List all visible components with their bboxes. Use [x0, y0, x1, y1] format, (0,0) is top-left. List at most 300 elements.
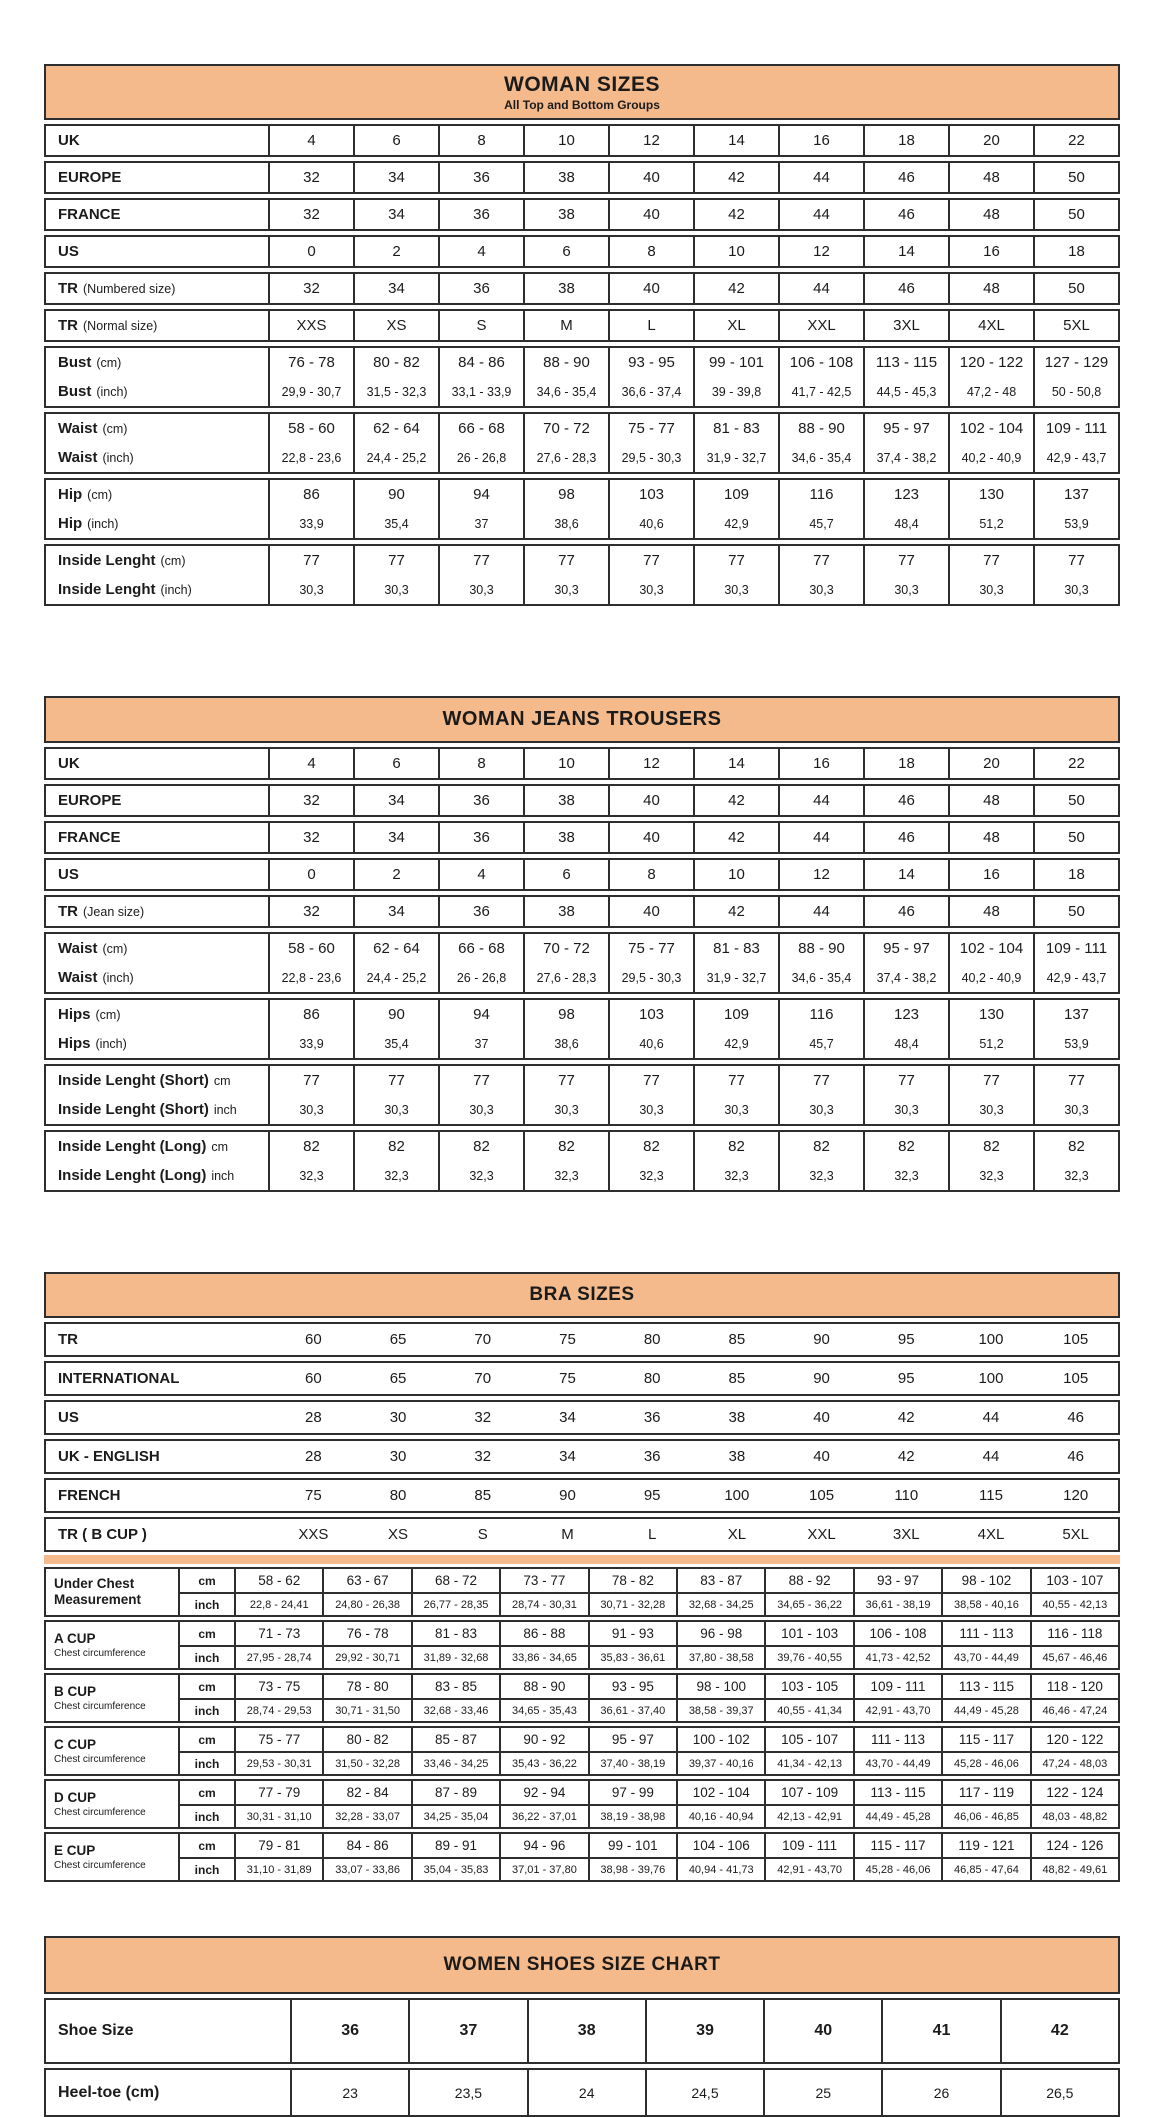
cell: 42: [693, 897, 778, 926]
cell: 30,3: [523, 1095, 608, 1124]
cup-label: [46, 1834, 178, 1880]
cup-label-text: E CUP: [54, 1843, 96, 1859]
cell: 32,68 - 33,46: [411, 1700, 499, 1721]
cell: 22: [1033, 749, 1118, 778]
cup-group: [44, 1567, 1120, 1617]
cup-row: [178, 1751, 1118, 1774]
cell: 41: [881, 2000, 999, 2062]
cell: 81 - 83: [693, 414, 778, 443]
cell: 30,3: [438, 1095, 523, 1124]
cell: 82 - 84: [322, 1781, 410, 1804]
cell: 45,67 - 46,46: [1030, 1647, 1118, 1668]
cell: 30,3: [1033, 575, 1118, 604]
row-group: [44, 1130, 1120, 1192]
orange-divider: [44, 1555, 1120, 1564]
cell: 44: [778, 200, 863, 229]
cell: 38: [728, 1409, 746, 1426]
cell: 40,2 - 40,9: [948, 443, 1033, 472]
cell: 30,3: [438, 575, 523, 604]
cell: 117 - 119: [941, 1781, 1029, 1804]
cup-label: [46, 1728, 178, 1774]
cup-row: [178, 1698, 1118, 1721]
cell: 85: [474, 1487, 492, 1504]
cell: 32: [268, 786, 353, 815]
cell: 80: [643, 1370, 661, 1387]
cup-rows: [178, 1569, 1118, 1615]
row-label-text: UK: [58, 755, 80, 772]
cell: 2: [353, 860, 438, 889]
cell: 14: [863, 860, 948, 889]
cell: 22,8 - 23,6: [268, 443, 353, 472]
cell: 5XL: [1062, 1526, 1090, 1543]
row-label: [46, 823, 268, 852]
cell: 16: [948, 860, 1033, 889]
cell: 75 - 77: [234, 1728, 322, 1751]
cell: 50: [1033, 163, 1118, 192]
cell: M: [523, 311, 608, 340]
cell: 77: [268, 546, 353, 575]
unit-label: cm: [178, 1569, 234, 1592]
bra-size-bands: [44, 1322, 1120, 1552]
cell: 32,3: [608, 1161, 693, 1190]
cell: 104 - 106: [676, 1834, 764, 1857]
row-label: [46, 414, 268, 443]
cell: 46: [863, 200, 948, 229]
cell: 30,3: [778, 1095, 863, 1124]
row-label-text: Waist: [58, 940, 98, 957]
cell: 113 - 115: [941, 1675, 1029, 1698]
cell: 33,46 - 34,25: [411, 1753, 499, 1774]
cell: 34: [353, 897, 438, 926]
row-group: [44, 1322, 1120, 1357]
cell: XL: [693, 311, 778, 340]
cell: 120 - 122: [948, 348, 1033, 377]
cell: 8: [608, 237, 693, 266]
cell: 40,16 - 40,94: [676, 1806, 764, 1827]
cell: 10: [693, 237, 778, 266]
woman-jeans-table: [44, 696, 1120, 1192]
cell: 82: [268, 1132, 353, 1161]
cell: 81 - 83: [411, 1622, 499, 1645]
cell: 81 - 83: [693, 934, 778, 963]
cell: 26,77 - 28,35: [411, 1594, 499, 1615]
row-label-text: Waist: [58, 420, 98, 437]
cup-row: [178, 1781, 1118, 1804]
row-label: [46, 311, 268, 340]
cell: 27,6 - 28,3: [523, 443, 608, 472]
cell: 34,6 - 35,4: [778, 963, 863, 992]
cell: 12: [778, 237, 863, 266]
cell: 32: [474, 1409, 492, 1426]
cup-row: [178, 1622, 1118, 1645]
cell: 90: [813, 1331, 830, 1348]
row-label: [46, 1095, 268, 1124]
table-row: [46, 823, 1118, 852]
table-row: [46, 509, 1118, 538]
cell: 78 - 82: [588, 1569, 676, 1592]
cup-sublabel-text: Chest circumference: [54, 1806, 146, 1818]
cell: 42: [693, 200, 778, 229]
cell: 34: [353, 786, 438, 815]
cell: 37: [438, 509, 523, 538]
unit-label: cm: [178, 1728, 234, 1751]
cell: 50: [1033, 823, 1118, 852]
cell: 75 - 77: [608, 414, 693, 443]
cell: 32: [268, 274, 353, 303]
cup-label-text: B CUP: [54, 1684, 97, 1700]
cell: 88 - 92: [764, 1569, 852, 1592]
table-row: [46, 348, 1118, 377]
cup-group: [44, 1620, 1120, 1670]
cell: 95: [897, 1370, 915, 1387]
cell: 82: [438, 1132, 523, 1161]
cell: 36,6 - 37,4: [608, 377, 693, 406]
row-label-note: (cm): [95, 1007, 121, 1022]
cell: 38: [523, 274, 608, 303]
row-label-note: cm: [211, 1139, 228, 1154]
row-label-text: Inside Lenght (Short): [58, 1101, 209, 1118]
cell: 75 - 77: [608, 934, 693, 963]
row-label-text: FRANCE: [58, 206, 121, 223]
cell: 75: [559, 1331, 576, 1348]
cell: 77: [438, 546, 523, 575]
cell: 4: [438, 237, 523, 266]
row-label: [46, 1480, 271, 1511]
cup-row: [178, 1569, 1118, 1592]
row-label-text: Waist: [58, 449, 98, 466]
row-group: [44, 895, 1120, 928]
cell: 77: [1033, 1066, 1118, 1095]
row-label-text: Inside Lenght (Short): [58, 1072, 209, 1089]
cell: 29,92 - 30,71: [322, 1647, 410, 1668]
row-label-text: US: [58, 866, 79, 883]
row-group: [44, 544, 1120, 606]
row-group: [44, 1361, 1120, 1396]
cell: 51,2: [948, 509, 1033, 538]
cell: 34: [353, 823, 438, 852]
row-label-note: (Normal size): [83, 318, 158, 333]
cell: 38: [523, 897, 608, 926]
cell: 71 - 73: [234, 1622, 322, 1645]
cell: 77: [353, 1066, 438, 1095]
cell: 116: [778, 1000, 863, 1029]
table-row: [46, 200, 1118, 229]
cell: 30,3: [863, 575, 948, 604]
row-label-text: Shoe Size: [58, 2022, 134, 2039]
unit-label: cm: [178, 1675, 234, 1698]
shoes-size-table: [44, 1936, 1120, 2117]
cell: 18: [1033, 237, 1118, 266]
cell: 105: [809, 1487, 835, 1504]
row-label-text: Waist: [58, 969, 98, 986]
cell: 103 - 107: [1030, 1569, 1118, 1592]
cell: 24,4 - 25,2: [353, 443, 438, 472]
row-label: [46, 237, 268, 266]
cell: 29,5 - 30,3: [608, 963, 693, 992]
woman-jeans-header: [44, 696, 1120, 743]
row-label-note: (inch): [95, 1036, 127, 1051]
row-label: [46, 1441, 271, 1472]
cell: 88 - 90: [523, 348, 608, 377]
cell: 37,40 - 38,19: [588, 1753, 676, 1774]
cell: 79 - 81: [234, 1834, 322, 1857]
row-label-note: (cm): [96, 355, 122, 370]
table-row: [46, 1029, 1118, 1058]
cell: 32,3: [268, 1161, 353, 1190]
cell: 36: [438, 897, 523, 926]
cell: 100: [978, 1370, 1004, 1387]
cell: 14: [693, 749, 778, 778]
cell: 77: [523, 546, 608, 575]
cup-row: [178, 1728, 1118, 1751]
cell: 16: [948, 237, 1033, 266]
cell: 50 - 50,8: [1033, 377, 1118, 406]
cell: 44,49 - 45,28: [941, 1700, 1029, 1721]
cell: 23: [290, 2070, 408, 2115]
cell: 63 - 67: [322, 1569, 410, 1592]
cell: 51,2: [948, 1029, 1033, 1058]
cell: 32,3: [1033, 1161, 1118, 1190]
cell: 90 - 92: [499, 1728, 587, 1751]
cell: 38: [523, 200, 608, 229]
cell: 6: [523, 237, 608, 266]
cell: L: [647, 1526, 657, 1543]
cell: 32: [268, 200, 353, 229]
cell: 77: [693, 1066, 778, 1095]
cell: 32: [474, 1448, 492, 1465]
row-label: [46, 163, 268, 192]
cell: 26 - 26,8: [438, 963, 523, 992]
cell: 40: [608, 163, 693, 192]
cup-rows: [178, 1834, 1118, 1880]
cell: 6: [523, 860, 608, 889]
row-label: [46, 200, 268, 229]
cell: 42,9: [693, 509, 778, 538]
row-label: [46, 934, 268, 963]
table-row: [46, 1519, 1118, 1550]
cell: 137: [1033, 480, 1118, 509]
cell: 6: [353, 749, 438, 778]
cell: 103: [608, 1000, 693, 1029]
cell: 38,19 - 38,98: [588, 1806, 676, 1827]
cup-sublabel-text: Chest circumference: [54, 1700, 146, 1712]
cell: 80 - 82: [322, 1728, 410, 1751]
table-row: [46, 1000, 1118, 1029]
cell: 48: [948, 897, 1033, 926]
cell: 46: [863, 786, 948, 815]
row-label: [46, 2000, 290, 2062]
woman-sizes-table: [44, 64, 1120, 606]
cup-group: [44, 1779, 1120, 1829]
row-label-note: (inch): [160, 582, 192, 597]
cup-group: [44, 1673, 1120, 1723]
cell: 77: [778, 546, 863, 575]
cell: 38: [728, 1448, 746, 1465]
cell: 94: [438, 1000, 523, 1029]
cell: 48: [948, 786, 1033, 815]
cell: 42: [693, 823, 778, 852]
table-row: [46, 897, 1118, 926]
cell: 33,1 - 33,9: [438, 377, 523, 406]
cell: S: [477, 1526, 488, 1543]
cell: 83 - 85: [411, 1675, 499, 1698]
cell: 16: [778, 749, 863, 778]
cell: 25: [763, 2070, 881, 2115]
cell: 40,6: [608, 509, 693, 538]
cell: 44: [778, 786, 863, 815]
cell: 34: [353, 200, 438, 229]
cell: 46: [863, 823, 948, 852]
row-group: [44, 1998, 1120, 2064]
cell: 32,3: [353, 1161, 438, 1190]
cell: 77: [778, 1066, 863, 1095]
cell: 48,82 - 49,61: [1030, 1859, 1118, 1880]
cell: 122 - 124: [1030, 1781, 1118, 1804]
cell: 116 - 118: [1030, 1622, 1118, 1645]
cell: 33,9: [268, 1029, 353, 1058]
cell: 42,9 - 43,7: [1033, 963, 1118, 992]
row-label-text: Bust: [58, 354, 92, 371]
cell: XL: [727, 1526, 747, 1543]
unit-label: cm: [178, 1834, 234, 1857]
cell: 36,61 - 38,19: [853, 1594, 941, 1615]
cell: 115 - 117: [853, 1834, 941, 1857]
cell: 33,9: [268, 509, 353, 538]
row-label: [46, 126, 268, 155]
cell: 90: [353, 1000, 438, 1029]
row-label-note: (cm): [160, 553, 186, 568]
cell: 77: [608, 1066, 693, 1095]
cell: 50: [1033, 897, 1118, 926]
cell: 35,4: [353, 1029, 438, 1058]
row-label: [46, 1519, 271, 1550]
woman-sizes-subtitle: All Top and Bottom Groups: [504, 98, 660, 112]
cell: 24,5: [645, 2070, 763, 2115]
cell: 24: [527, 2070, 645, 2115]
cell: 36,22 - 37,01: [499, 1806, 587, 1827]
cell: 66 - 68: [438, 934, 523, 963]
cup-row: [178, 1857, 1118, 1880]
cell: 100 - 102: [676, 1728, 764, 1751]
row-label-text: Hips: [58, 1006, 91, 1023]
cell: 33,86 - 34,65: [499, 1647, 587, 1668]
cell: 50: [1033, 200, 1118, 229]
row-group: [44, 1478, 1120, 1513]
cell: 99 - 101: [588, 1834, 676, 1857]
table-row: [46, 126, 1118, 155]
row-label: [46, 1161, 268, 1190]
cell: 40,55 - 41,34: [764, 1700, 852, 1721]
cell: 102 - 104: [948, 934, 1033, 963]
cup-label-text: A CUP: [54, 1631, 96, 1647]
cell: 106 - 108: [778, 348, 863, 377]
cell: 93 - 95: [608, 348, 693, 377]
row-label-note: (cm): [102, 421, 128, 436]
cell: 35,4: [353, 509, 438, 538]
cell: 28,74 - 29,53: [234, 1700, 322, 1721]
cell: 42,9: [693, 1029, 778, 1058]
row-label-text: TR: [58, 903, 78, 920]
unit-label: cm: [178, 1622, 234, 1645]
row-group: [44, 2068, 1120, 2117]
cell: 40,2 - 40,9: [948, 963, 1033, 992]
cell: 37,4 - 38,2: [863, 963, 948, 992]
cup-row: [178, 1645, 1118, 1668]
cell: 70 - 72: [523, 414, 608, 443]
cell: 38: [523, 823, 608, 852]
cell: 37: [408, 2000, 526, 2062]
cup-label-text: C CUP: [54, 1737, 97, 1753]
cell: 106 - 108: [853, 1622, 941, 1645]
cell: 46,06 - 46,85: [941, 1806, 1029, 1827]
row-group: [44, 821, 1120, 854]
table-row: [46, 1132, 1118, 1161]
cell: 10: [693, 860, 778, 889]
cell: 32,68 - 34,25: [676, 1594, 764, 1615]
cell: 70: [474, 1331, 492, 1348]
cell: 82: [948, 1132, 1033, 1161]
cell: 76 - 78: [268, 348, 353, 377]
cell: 41,73 - 42,52: [853, 1647, 941, 1668]
cup-row: [178, 1592, 1118, 1615]
row-label-text: US: [58, 1409, 79, 1426]
cell: 18: [1033, 860, 1118, 889]
cell: 39: [645, 2000, 763, 2062]
cell: 36: [643, 1409, 661, 1426]
cell: 50: [1033, 274, 1118, 303]
cell: 40,94 - 41,73: [676, 1859, 764, 1880]
cell: 12: [608, 126, 693, 155]
cell: 109: [693, 1000, 778, 1029]
cell: XXL: [807, 1526, 836, 1543]
row-group: [44, 1439, 1120, 1474]
cell: 42: [897, 1409, 915, 1426]
cell: 34,6 - 35,4: [523, 377, 608, 406]
cell: 42: [693, 274, 778, 303]
cell: 77: [1033, 546, 1118, 575]
cell: 34,6 - 35,4: [778, 443, 863, 472]
cell: 90: [813, 1370, 830, 1387]
row-label: [46, 786, 268, 815]
cell: 115 - 117: [941, 1728, 1029, 1751]
row-group: [44, 1517, 1120, 1552]
cell: 86: [268, 480, 353, 509]
bra-sizes-header: [44, 1272, 1120, 1318]
cell: 36: [438, 786, 523, 815]
cell: 32: [268, 163, 353, 192]
table-row: [46, 480, 1118, 509]
row-group: [44, 272, 1120, 305]
cup-row: [178, 1804, 1118, 1827]
table-row: [46, 1480, 1118, 1511]
row-label-note: (inch): [102, 970, 134, 985]
cell: 39,37 - 40,16: [676, 1753, 764, 1774]
row-label: [46, 1000, 268, 1029]
row-label: [46, 546, 268, 575]
cell: 14: [693, 126, 778, 155]
row-label: [46, 274, 268, 303]
cell: 98: [523, 480, 608, 509]
cell: 77: [268, 1066, 353, 1095]
cell: 75: [559, 1370, 576, 1387]
cell: 31,50 - 32,28: [322, 1753, 410, 1774]
cell: 30,31 - 31,10: [234, 1806, 322, 1827]
cell: 73 - 75: [234, 1675, 322, 1698]
cell: 58 - 60: [268, 934, 353, 963]
cell: 124 - 126: [1030, 1834, 1118, 1857]
cell: 48,03 - 48,82: [1030, 1806, 1118, 1827]
cell: 42,91 - 43,70: [764, 1859, 852, 1880]
